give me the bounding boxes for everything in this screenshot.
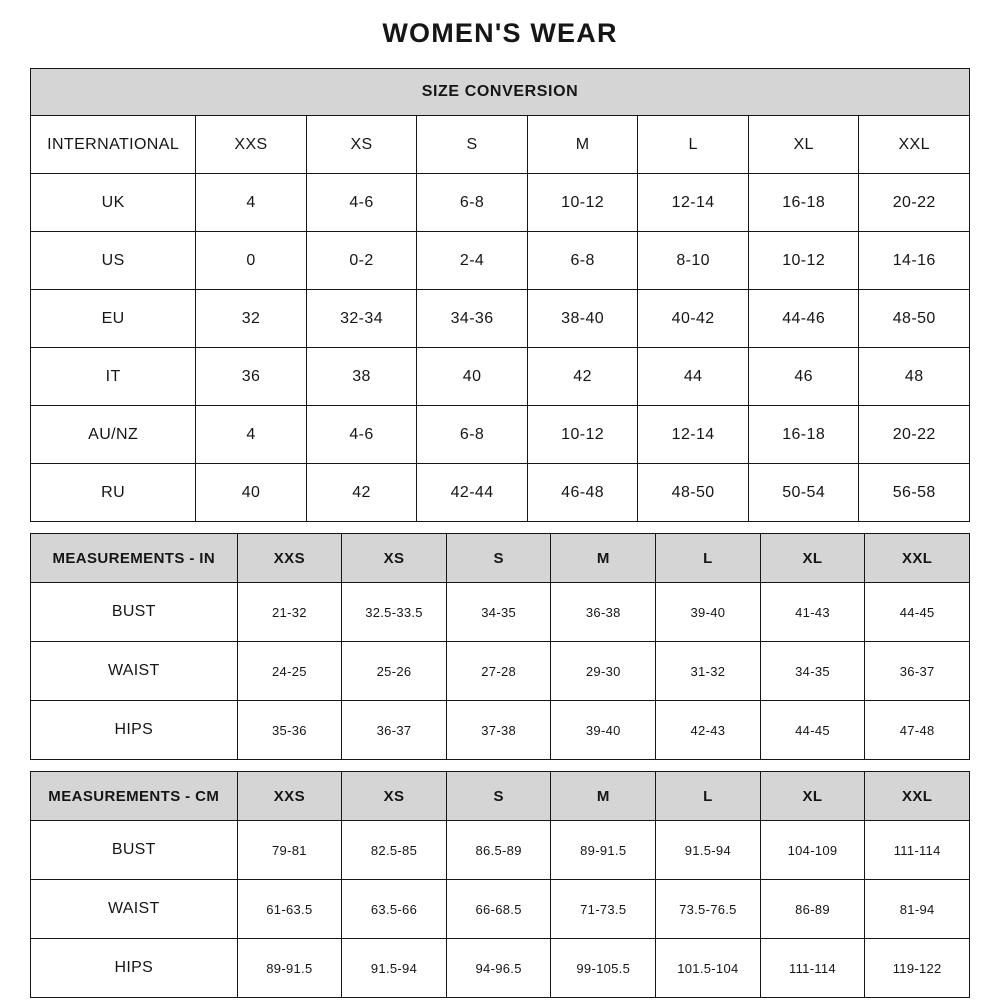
row-label: RU xyxy=(31,464,196,522)
table-cell: 29-30 xyxy=(551,642,656,701)
table-header-row xyxy=(31,772,970,821)
table-cell: 44 xyxy=(638,348,749,406)
table-row xyxy=(31,116,970,174)
row-label: BUST xyxy=(31,821,238,880)
row-label: WAIST xyxy=(31,880,238,939)
table-row xyxy=(31,174,970,232)
table-cell: 32.5-33.5 xyxy=(342,583,447,642)
table-cell: 99-105.5 xyxy=(551,939,656,998)
row-label: INTERNATIONAL xyxy=(31,116,196,174)
table-cell: 86-89 xyxy=(760,880,865,939)
size-header: L xyxy=(656,772,761,821)
row-label: UK xyxy=(31,174,196,232)
table-cell: 40-42 xyxy=(638,290,749,348)
table-row xyxy=(31,406,970,464)
table-row xyxy=(31,642,970,701)
table-cell: 16-18 xyxy=(748,174,859,232)
row-label: BUST xyxy=(31,583,238,642)
size-header: XL xyxy=(760,772,865,821)
table-cell: 21-32 xyxy=(237,583,342,642)
table-cell: XXL xyxy=(859,116,970,174)
table-cell: 10-12 xyxy=(527,406,638,464)
table-cell: 119-122 xyxy=(865,939,970,998)
table-row xyxy=(31,880,970,939)
table-cell: L xyxy=(638,116,749,174)
table-cell: 48-50 xyxy=(859,290,970,348)
size-conversion-title: SIZE CONVERSION xyxy=(31,69,970,116)
table-cell: 36-37 xyxy=(865,642,970,701)
table-cell: 4-6 xyxy=(306,406,417,464)
row-label: EU xyxy=(31,290,196,348)
table-cell: 56-58 xyxy=(859,464,970,522)
size-header: XXS xyxy=(237,772,342,821)
table-cell: 0 xyxy=(196,232,307,290)
measurements-cm-title: MEASUREMENTS - CM xyxy=(31,772,238,821)
size-header: M xyxy=(551,534,656,583)
table-cell: 40 xyxy=(196,464,307,522)
table-cell: 42 xyxy=(306,464,417,522)
table-cell: 48 xyxy=(859,348,970,406)
table-cell: 61-63.5 xyxy=(237,880,342,939)
table-cell: 63.5-66 xyxy=(342,880,447,939)
table-cell: 46 xyxy=(748,348,859,406)
table-header-row xyxy=(31,534,970,583)
table-cell: 6-8 xyxy=(417,174,528,232)
table-cell: 32 xyxy=(196,290,307,348)
table-cell: 20-22 xyxy=(859,174,970,232)
size-header: XS xyxy=(342,772,447,821)
table-cell: 24-25 xyxy=(237,642,342,701)
table-cell: 39-40 xyxy=(551,701,656,760)
table-cell: 38 xyxy=(306,348,417,406)
table-cell: 12-14 xyxy=(638,406,749,464)
table-cell: 41-43 xyxy=(760,583,865,642)
size-header: XL xyxy=(760,534,865,583)
size-header: XS xyxy=(342,534,447,583)
size-conversion-table xyxy=(30,68,970,522)
table-cell: 36-38 xyxy=(551,583,656,642)
table-cell: 38-40 xyxy=(527,290,638,348)
page-title: WOMEN'S WEAR xyxy=(382,18,618,48)
table-row xyxy=(31,232,970,290)
table-cell: 34-35 xyxy=(446,583,551,642)
table-cell: 35-36 xyxy=(237,701,342,760)
table-cell: 37-38 xyxy=(446,701,551,760)
table-cell: 10-12 xyxy=(527,174,638,232)
size-header: XXL xyxy=(865,534,970,583)
table-cell: 36 xyxy=(196,348,307,406)
table-cell: 91.5-94 xyxy=(656,821,761,880)
row-label: US xyxy=(31,232,196,290)
table-cell: 79-81 xyxy=(237,821,342,880)
table-cell: M xyxy=(527,116,638,174)
measurements-in-title: MEASUREMENTS - IN xyxy=(31,534,238,583)
table-cell: 73.5-76.5 xyxy=(656,880,761,939)
table-row xyxy=(31,583,970,642)
table-row xyxy=(31,348,970,406)
table-cell: 31-32 xyxy=(656,642,761,701)
table-cell: 8-10 xyxy=(638,232,749,290)
table-cell: 111-114 xyxy=(760,939,865,998)
table-cell: 50-54 xyxy=(748,464,859,522)
size-header: XXL xyxy=(865,772,970,821)
table-cell: 36-37 xyxy=(342,701,447,760)
size-header: XXS xyxy=(237,534,342,583)
table-row xyxy=(31,821,970,880)
table-cell: 27-28 xyxy=(446,642,551,701)
size-header: S xyxy=(446,534,551,583)
table-cell: 44-45 xyxy=(865,583,970,642)
table-cell: XS xyxy=(306,116,417,174)
table-cell: 6-8 xyxy=(527,232,638,290)
table-cell: 32-34 xyxy=(306,290,417,348)
table-row xyxy=(31,464,970,522)
table-cell: 4-6 xyxy=(306,174,417,232)
measurements-in-table xyxy=(30,533,970,760)
row-label: WAIST xyxy=(31,642,238,701)
table-cell: 25-26 xyxy=(342,642,447,701)
table-cell: 42-43 xyxy=(656,701,761,760)
table-title-row xyxy=(31,69,970,116)
table-cell: 34-35 xyxy=(760,642,865,701)
table-row xyxy=(31,701,970,760)
table-cell: S xyxy=(417,116,528,174)
table-cell: 47-48 xyxy=(865,701,970,760)
table-cell: 104-109 xyxy=(760,821,865,880)
table-cell: 4 xyxy=(196,406,307,464)
table-cell: 10-12 xyxy=(748,232,859,290)
table-cell: 2-4 xyxy=(417,232,528,290)
table-cell: 48-50 xyxy=(638,464,749,522)
table-cell: 91.5-94 xyxy=(342,939,447,998)
table-cell: XL xyxy=(748,116,859,174)
size-header: S xyxy=(446,772,551,821)
table-cell: 81-94 xyxy=(865,880,970,939)
measurements-cm-table xyxy=(30,771,970,998)
table-cell: 111-114 xyxy=(865,821,970,880)
table-cell: 82.5-85 xyxy=(342,821,447,880)
table-row xyxy=(31,939,970,998)
size-header: M xyxy=(551,772,656,821)
row-label: HIPS xyxy=(31,939,238,998)
table-cell: 16-18 xyxy=(748,406,859,464)
table-cell: 0-2 xyxy=(306,232,417,290)
table-cell: 66-68.5 xyxy=(446,880,551,939)
table-cell: 89-91.5 xyxy=(551,821,656,880)
table-cell: 6-8 xyxy=(417,406,528,464)
table-cell: 42 xyxy=(527,348,638,406)
row-label: AU/NZ xyxy=(31,406,196,464)
table-cell: 46-48 xyxy=(527,464,638,522)
table-cell: 39-40 xyxy=(656,583,761,642)
table-cell: 14-16 xyxy=(859,232,970,290)
row-label: HIPS xyxy=(31,701,238,760)
table-cell: 86.5-89 xyxy=(446,821,551,880)
size-header: L xyxy=(656,534,761,583)
table-cell: 42-44 xyxy=(417,464,528,522)
table-cell: 89-91.5 xyxy=(237,939,342,998)
table-cell: 71-73.5 xyxy=(551,880,656,939)
row-label: IT xyxy=(31,348,196,406)
table-cell: 44-45 xyxy=(760,701,865,760)
table-cell: 12-14 xyxy=(638,174,749,232)
table-cell: 4 xyxy=(196,174,307,232)
table-cell: 20-22 xyxy=(859,406,970,464)
table-cell: 44-46 xyxy=(748,290,859,348)
table-cell: 40 xyxy=(417,348,528,406)
table-cell: 101.5-104 xyxy=(656,939,761,998)
table-cell: XXS xyxy=(196,116,307,174)
table-row xyxy=(31,290,970,348)
table-cell: 94-96.5 xyxy=(446,939,551,998)
table-cell: 34-36 xyxy=(417,290,528,348)
